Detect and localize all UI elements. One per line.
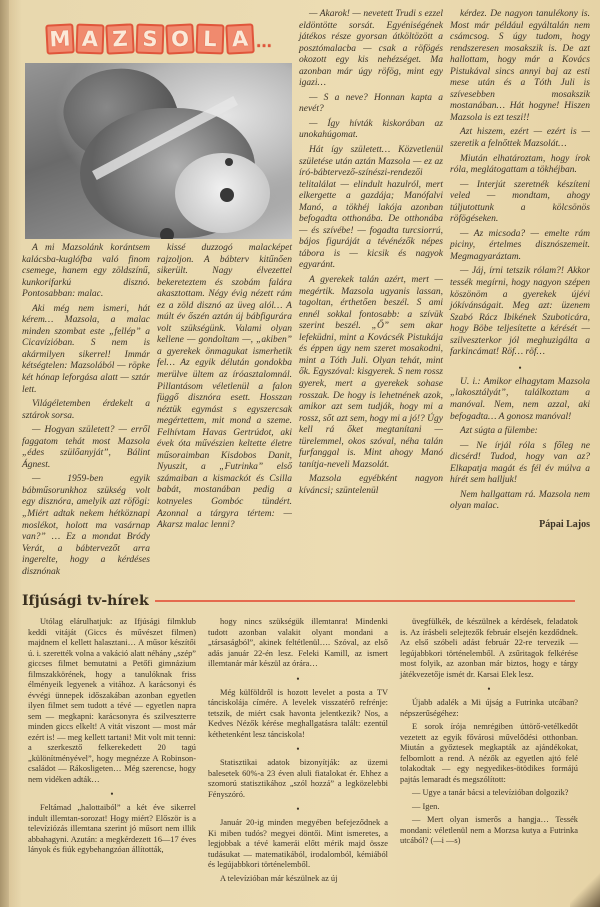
paragraph: kérdez. De nagyon tanulékony is. Most már például egyáltalán nem csámcsog. S úgy tudom, hogy rendszeresen mosakszik is. De azt hallottam, hogy már a Kovács Pistukával sincs annyi baj az esti mese után és a Tóth Juli is szívesebben mosakszik mostanában… Hát hogyne! Hiszen Mazsola is ezt teszi!! — [450, 9, 590, 123]
paragraph: Világéletemben érdekelt a sztárok sorsa. — [22, 399, 150, 421]
paragraph: hogy nincs szükségük illemtanra! Mindenki tudott azonban valakit olyant mondani a „társaságból”, akinek feltétlenül…. Szóval, az első adás január 22-én lesz. Feleki Kamill, az ismert illemtanár már készül az órára… — [208, 617, 388, 669]
page-fold-shadow — [0, 0, 9, 907]
tv-news-column-1 — [28, 617, 196, 887]
section-separator: • — [296, 673, 300, 684]
paragraph: — Interjút szeretnék készíteni veled — mondtam, ahogy túljutottunk a kölcsönös röfögéseken. — [450, 179, 590, 225]
paragraph: Statisztikai adatok bizonyítják: az üzemi balesetek 60%-a 23 éven aluli fiatalokat ér. Ehhez a szomorú statisztikához „szól hozzá” a legközelebbi Fényszóró. — [208, 758, 388, 799]
tv-news-article — [22, 593, 595, 887]
section-separator: • — [518, 362, 522, 373]
title-letter: Z — [105, 23, 135, 54]
section-separator: • — [487, 684, 491, 695]
paragraph: — Akarok! — nevetett Trudi s ezzel eldöntötte sorsát. Egyéniségének játékos része gyorsan átköltözött a posztómalacba — csak a röfögés okozott egy kis nehézséget. Ma azonban már úgy röfög, mint egy igazi… — [299, 9, 443, 89]
paragraph: — Jáj, írni tetszik rólam?! Akkor tessék megírni, hogy nagyon szépen köszönöm a gyerekek újévi jókívánságait. Meg azt: üzenem Szabó Rácz Ibikének Szuboticára, hogy Böbe teljesítette a kérését — szilveszterkor jól meghuzigálta a farkincámat! Röf… röf… — [450, 266, 590, 358]
paragraph: — Hogyan született? — erről faggatom tehát most Mazsola „édes szülőanyját”, Bálint Ágnest. — [22, 425, 150, 470]
article-column-3 — [299, 9, 443, 500]
mazsola-article — [22, 9, 595, 581]
paragraph: Miután elhatároztam, hogy írok róla, meglátogattam a tökhéjban. — [450, 153, 590, 176]
tv-news-column-3 — [400, 617, 578, 887]
page-corner-shadow — [570, 867, 600, 907]
section-separator: • — [296, 804, 300, 815]
title-ellipsis: ... — [256, 35, 272, 51]
paragraph: A gyerekek talán azért, mert — megértik. Mazsola ugyanis lassan, tagoltan, érthetően beszél. S ami ennél sokkal fontosabb: a szívük szerint beszél. „Ő” sem akar lefeküdni, mint a Kovácsék Pistukája és éppen úgy nem szeret mosakodni, mint a Tóth Juli. Olyan tehát, mint ők. Egyszóval: kisgyerek. S nem rossz gyerek, mert a gyerekek sohase rosszak. De hogy is lehetnének azok, amikor azt sem tudják, hogy mi a rossz, sőt azt sem, hogy mi a jó!? Úgy kell rá őket megtanítani — türelemmel, okos szóval, néha talán furfanggal is. Mint ahogy Manó tanítja-neveli Mazsolát. — [299, 275, 443, 470]
paragraph: — Mert olyan ismerős a hangja… Tessék mondani: véletlenül nem a Morzsa kutya a Futrinka utcából? (—i —s) — [400, 815, 578, 846]
title-letter: A — [75, 24, 104, 55]
paragraph: A televízióban már készülnek az új — [220, 873, 338, 883]
paragraph: — Ugye a tanár bácsi a televízióban dolgozik? — [412, 788, 569, 798]
author-signature: Pápai Lajos — [539, 518, 590, 530]
title-letter: L — [195, 24, 224, 55]
headline-rule — [155, 600, 575, 602]
paragraph: — Ne írjál róla s főleg ne dicsérd! Tudod, hogy van az? Elkapatja magát és fél év múlva a hírét sem halljuk! — [450, 440, 590, 486]
article-title — [46, 21, 292, 57]
paragraph: Újabb adalék a Mi újság a Futrinka utcában? népszerűségéhez: — [400, 698, 578, 718]
paragraph: üvegfülkék, de készülnek a kérdések, feladatok is. Az írásbeli selejtezők február elsején kezdődnek. Az első szóbeli adást február 22-re tervezik — legújabbkori történelemből. A zsűritagok felkérése most folyik, az azonban már biztos, hogy e tárgy játékvezetője ismét dr. Karsai Elek lesz. — [400, 617, 578, 679]
tv-news-column-2 — [208, 617, 388, 887]
title-letter: O — [165, 23, 195, 54]
section-separator: • — [296, 744, 300, 755]
paragraph: — 1959-ben egyik bábműsorunkhoz szükség volt egy disznóra, amelyik azt röfögi: „Miért adtak nekem hétköznapi moslékot, holott ma vasárnap van?” … Ez a mondat Bródy Verát, a bábtervezőt arra ingerelte, hogy a kérdéses disznónak — [22, 474, 150, 577]
title-letter: M — [45, 23, 75, 54]
paragraph: Utólag elárulhatjuk: az Ifjúsági filmklub keddi vitáját (Giccs és művészet filmen) majdnem el kellett halasztani… A műsor készítői ú. i. szerették volna a vakáció alatt néhány „szép” giccses filmet bemutatni a Petőfi gimnázium filmszakkörének, hogy a tanulóknak friss élményeik legyenek a vitához. A karácsonyi és évvégi ünnepek időszakában azonban egyetlen ilyen filmet sem tudott a tévé — egyetlen napra sem — megkapni: karácsonyra és szilveszterre minden giccs elkelt! A vitát viszont — most már ezért is! — meg kellett tartani! Mit volt mit tenni: a szerkesztő felkerekedett 20 tagú „különítményével”, hogy megnézze A Robinson-családot — Rákosligeten… Még szerencse, hogy nem vidéken adták… — [28, 617, 196, 784]
paragraph: Mazsola egyébként nagyon kíváncsi; szüntelenül — [299, 474, 443, 496]
tv-news-headline: Ifjúsági tv-hírek — [22, 593, 149, 610]
title-letter: A — [225, 23, 255, 54]
paragraph: Feltámad „halottaiból” a két éve sikerrel indult illemtan-sorozat! Hogy miért? Először is a televíziózás illemtana szerint jó műsort nem illik abbahagyni. Azután: a megkérdezett 16—17 éves lányok és fiúk egybehangzóan állították, — [28, 803, 196, 855]
paragraph: Aki még nem ismeri, hát kérem… Mazsola, a malac minden szombat este „fellép” a Cicavízióban. S nem is akármilyen sikerrel! Immár kétségtelen: Mazsolából — röpke két hónap leforgása alatt — sztár lett. — [22, 303, 150, 395]
article-lead-block — [22, 9, 292, 581]
paragraph: Január 20-ig minden megyében befejeződnek a Ki miben tudós? megyei döntői. Mint ismeretes, a legjobbak a tévé kamerái előtt mérik majd össze tudásukat — matematikából, irodalomból, kémiából és legújabbkori történelemből. — [208, 818, 388, 870]
title-letter: S — [135, 24, 164, 55]
paragraph: A mi Mazsolánk korántsem kalácsba-kuglófba való finom csemege, hanem egy zöldszínű, kunkorifarkú disznó. Pontosabban: malac. — [22, 243, 150, 300]
paragraph: — Igen. — [412, 801, 440, 811]
paragraph: Azt súgta a fülembe: — [460, 426, 538, 437]
paragraph: Azt hiszem, ezért — ezért is — szeretik a felnőttek Mazsolát… — [450, 127, 590, 150]
article-column-2 — [157, 243, 292, 581]
paragraph: E sorok írója nemrégiben úttörő-vetélkedőt vezetett az egyik fővárosi művelődési otthonban. Miután a győztesek megkapták az ajándékokat, felbomlott a rend. A nézők az egyetlen ajtó felé tolakodtak — egy negyedikes-ötödikes formájú pajtás lemaradt és megszólított: — [400, 722, 578, 784]
paragraph: — Így hívták kiskorában az unokahúgomat. — [299, 118, 443, 141]
article-column-4 — [450, 9, 590, 530]
paragraph: kissé duzzogó malacképet rajzoljon. A bábterv kitűnően sikerült. Nagy élvezettel bekereteztem és szobám falára akasztottam. Négy évig nézett rám ez a zöld disznó az üveg alól… A múlt év őszén aztán új bábfigurára volt szükségünk. Valami olyan kellene — gondoltam —, „akiben” a gyerekek önmagukat ismerhetik fel… Az egyik délután gondokba merülve ültem az íróasztalomnál. Pillantásom véletlenül a falon függő disznóra esett. Hosszan néztük egymást s egyszercsak megértettem, mit mond a szeme. Felhívtam Havas Gertrúdot, aki évek óta művészien keltette életre műsoraimban Kisdobos Danit, Nyuszit, a „Futrinka” első számaiban a kismackót és Csilla babát, mostanában pedig a kotnyeles Gombóc tündért. Azonnal a tárgyra tértem: — Akarsz malac lenni? — [157, 243, 292, 531]
paragraph: Hát így született… Közvetlenül születése után aztán Mazsola — ez az író-bábtervező-színészi-rendezői telitalálat — elindult hazulról, mert elkergette a gazdája; Manófalvi Manó, a tökhéj lakója azonban befogadta otthonába. De otthonába — és szívébe! — fogadta turcsiorrú, bájos figuráját a tévénézők népes tábora is — kicsik és nagyok egyaránt. — [299, 145, 443, 271]
paragraph: — Az micsoda? — emelte rám piciny, értelmes disznószemeit. Megmagyaráztam. — [450, 228, 590, 262]
article-column-1 — [22, 243, 150, 581]
section-separator: • — [110, 789, 114, 800]
paragraph: Nem hallgattam rá. Mazsola nem olyan malac. — [450, 489, 590, 512]
paragraph: U. i.: Amikor elhagytam Mazsola „lakosztályát”, találkoztam a manóval. Nem, nem azzal, aki befogadta… A gonosz manóval! — [450, 376, 590, 422]
paragraph: Még külföldről is hozott levelet a posta a TV tánciskolája címére. A levelek visszatérő refrénje: tetszik, de miért csak havonta jelentkezik? Nos, a Kedves Nézők kérése meghallgatásra talált: ezentúl kéthetenként lesz tánciskola! — [208, 687, 388, 739]
paragraph: — S a neve? Honnan kapta a nevét? — [299, 92, 443, 115]
mazsola-puppet-photo — [25, 63, 292, 239]
